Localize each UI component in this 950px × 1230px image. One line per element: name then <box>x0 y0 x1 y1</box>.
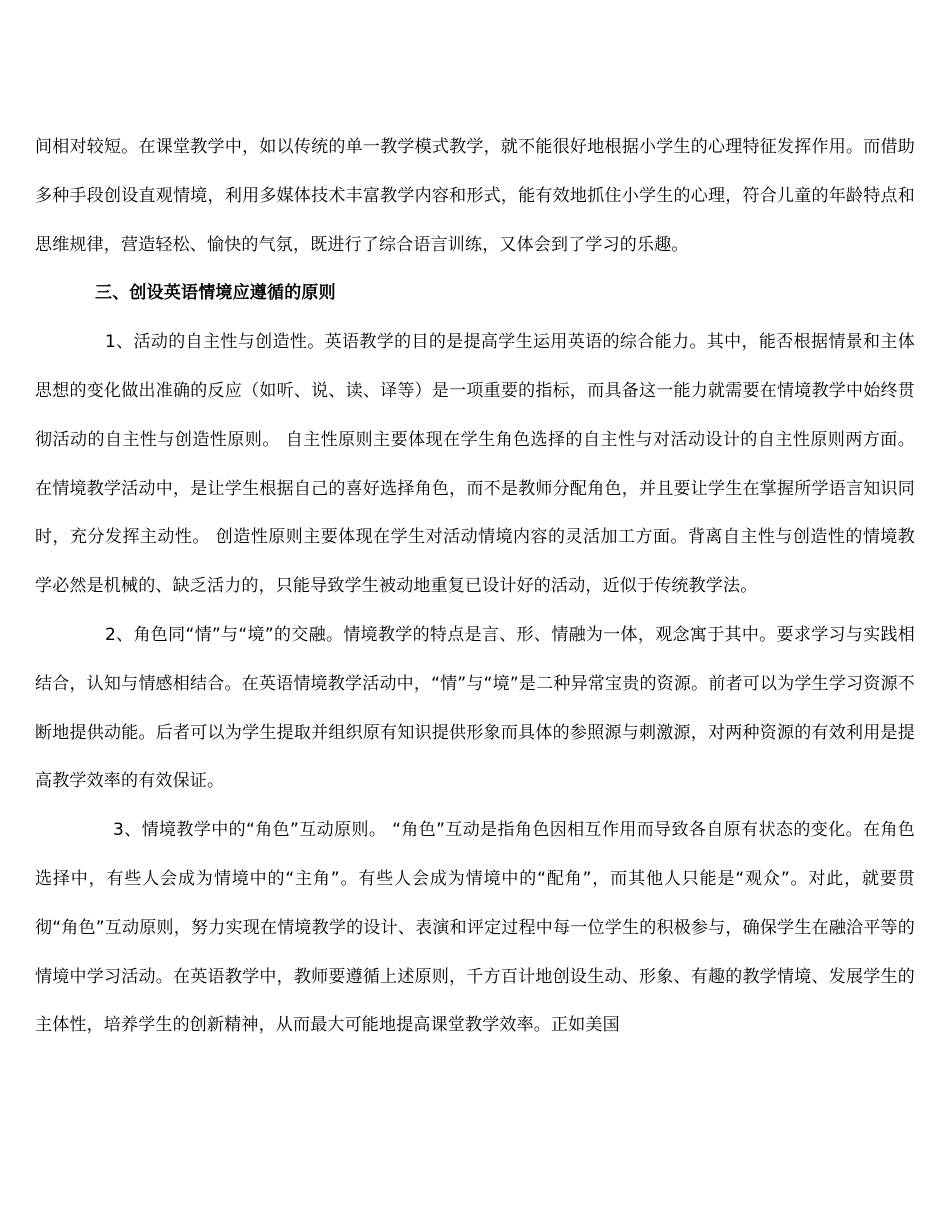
intro-continuation-paragraph: 间相对较短。在课堂教学中，如以传统的单一教学模式教学，就不能很好地根据小学生的心理特征发挥作用。而借助多种手段创设直观情境，利用多媒体技术丰富教学内容和形式，能有效地抓住小学生的心理，符合儿童的年龄特点和思维规律，营造轻松、愉快的气氛，既进行了综合语言训练，又体会到了学习的乐趣。 <box>35 137 915 255</box>
document-page <box>35 123 915 1050</box>
principle-2-paragraph: 2、角色同“情”与“境”的交融。情境教学的特点是言、形、情融为一体，观念寓于其中。要求学习与实践相结合，认知与情感相结合。在英语情境教学活动中，“情”与“境”是二种异常宝贵的资源。前者可以为学生学习资源不断地提供动能。后者可以为学生提取并组织原有知识提供形象而具体的参照源与刺激源，对两种资源的有效利用是提高教学效率的有效保证。 <box>35 624 915 792</box>
principle-3-paragraph: 3、情境教学中的“角色”互动原则。 “角色”互动是指角色因相互作用而导致各自原有状态的变化。在角色选择中，有些人会成为情境中的“主角”。有些人会成为情境中的“配角”，而其他人只能是“观众”。对此，就要贯彻“角色”互动原则，努力实现在情境教学的设计、表演和评定过程中每一位学生的积极参与，确保学生在融洽平等的情境中学习活动。在英语教学中，教师要遵循上述原则，千方百计地创设生动、形象、有趣的教学情境、发展学生的主体性，培养学生的创新精神，从而最大可能地提高课堂教学效率。正如美国 <box>35 820 915 1036</box>
principle-1-paragraph: 1、活动的自主性与创造性。英语教学的目的是提高学生运用英语的综合能力。其中，能否根据情景和主体思想的变化做出准确的反应（如听、说、读、译等）是一项重要的指标，而具备这一能力就需要在情境教学中始终贯彻活动的自主性与创造性原则。 自主性原则主要体现在学生角色选择的自主性与对活动设计的自主性原则两方面。在情境教学活动中，是让学生根据自己的喜好选择角色，而不是教师分配角色，并且要让学生在掌握所学语言知识同时，充分发挥主动性。 创造性原则主要体现在学生对活动情境内容的灵活加工方面。背离自主性与创造性的情境教学必然是机械的、缺乏活力的，只能导致学生被动地重复已设计好的活动，近似于传统教学法。 <box>35 332 915 597</box>
section-heading: 三、创设英语情境应遵循的原则 <box>95 283 336 304</box>
